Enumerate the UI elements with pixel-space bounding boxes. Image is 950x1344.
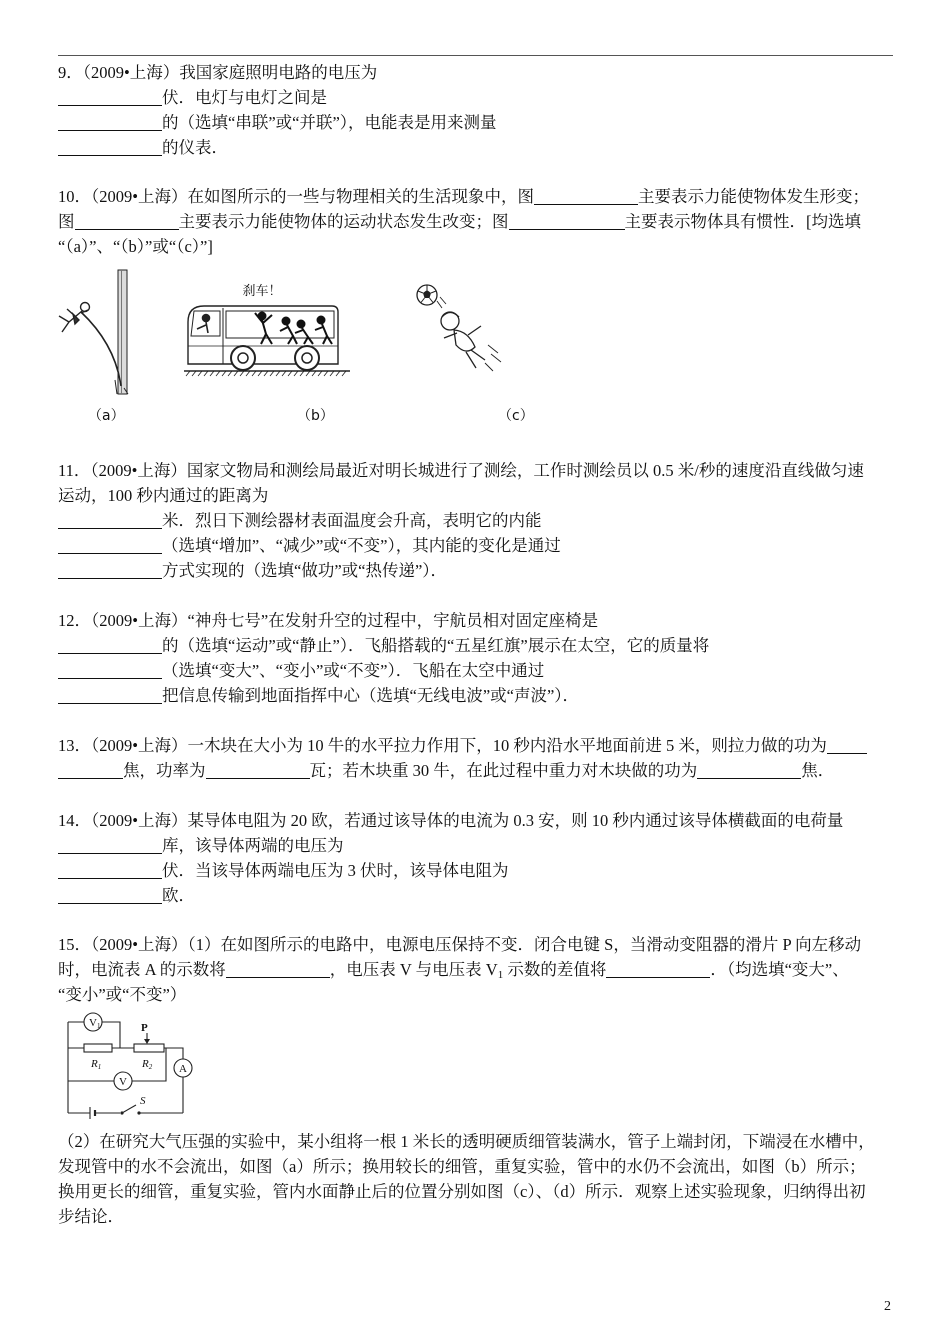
- answer-blank: [606, 965, 710, 978]
- q15-text: ．（均选填“变大”、: [710, 960, 849, 979]
- q9-line-4: [58, 138, 228, 158]
- impact-lines: [437, 297, 446, 308]
- q14-line-1: [58, 811, 843, 831]
- q15-part2-line-4: [58, 1207, 124, 1227]
- q12-text: （选填“变大”、“变小”或“不变”）．飞船在太空中通过: [162, 661, 545, 680]
- q15-part2-line-3: [58, 1182, 866, 1202]
- q14-text: 14．（2009•上海）某导体电阻为 20 欧，若通过该导体的电流为 0.3 安，则 10 秒内通过该导体横截面的电荷量: [58, 811, 844, 830]
- q13-text: 焦，功率为: [123, 761, 206, 780]
- q11-text: 运动，100 秒内通过的距离为: [58, 486, 269, 505]
- q13-text: 瓦；若木块重 30 牛，在此过程中重力对木块做的功为: [309, 761, 698, 780]
- slider-label: P: [141, 1022, 148, 1034]
- answer-blank: [509, 217, 625, 230]
- vaulter-legs: [59, 316, 69, 332]
- q10-line-1: [58, 187, 869, 207]
- q9-text: 的仪表．: [162, 138, 228, 157]
- answer-blank: [58, 143, 162, 156]
- q10-text: 图: [58, 212, 75, 231]
- q9-text: 的（选填“串联”或“并联”），电能表是用来测量: [162, 113, 497, 132]
- answer-blank: [534, 192, 638, 205]
- q12-line-1: [58, 611, 598, 631]
- q15-part2-line-2: [58, 1157, 866, 1177]
- q12-text: 把信息传输到地面指挥中心（选填“无线电波”或“声波”）．: [162, 686, 580, 705]
- resistor-r1: [84, 1044, 112, 1052]
- q15-part2-line-1: [58, 1132, 875, 1152]
- q15-line-3: [58, 985, 186, 1005]
- figure-label-a: （a）: [88, 408, 125, 424]
- answer-blank: [827, 741, 867, 754]
- figure-label-c: （c）: [498, 408, 534, 424]
- answer-blank: [58, 516, 162, 529]
- figure-a-bent-pole: [55, 262, 145, 400]
- answer-blank: [75, 217, 179, 230]
- q15-part2-text: 换用更长的细管，重复实验，管内水面静止后的位置分别如图（c）、（d）所示．观察上述实验现象，归纳得出初: [58, 1182, 866, 1201]
- q15-text: “变小”或“不变”）: [58, 985, 187, 1004]
- q9-line-2: [58, 88, 327, 108]
- bus-caption: 刹车！: [242, 283, 282, 298]
- header-rule: [58, 55, 893, 56]
- resistor-r2-label: R2: [142, 1058, 153, 1071]
- q11-text: 11．（2009•上海）国家文物局和测绘局最近对明长城进行了测绘，工作时测绘员以 0.5 米/秒的速度沿直线做匀速: [58, 461, 864, 480]
- circuit-diagram: [62, 1012, 197, 1124]
- q9-line-1: [58, 63, 377, 83]
- q10-text: “（a）”、“（b）”或“（c）”]: [58, 237, 213, 256]
- q11-line-1: [58, 461, 864, 481]
- q9-text: 9．（2009•上海）我国家庭照明电路的电压为: [58, 63, 378, 82]
- answer-blank: [58, 866, 162, 879]
- q13-text: 13．（2009•上海）一木块在大小为 10 牛的水平拉力作用下，10 秒内沿水平地面前进 5 米，则拉力做的功为: [58, 736, 827, 755]
- q14-text: 伏．当该导体两端电压为 3 伏时，该导体电阻为: [162, 861, 509, 880]
- q11-text: 方式实现的（选填“做功”或“热传递”）．: [162, 561, 448, 580]
- q9-text: 伏．电灯与电灯之间是: [162, 88, 327, 107]
- answer-blank: [58, 841, 162, 854]
- answer-blank: [58, 641, 162, 654]
- figure-b-bus-braking: [182, 280, 354, 380]
- switch-label: S: [140, 1095, 146, 1107]
- answer-blank: [206, 766, 310, 779]
- q9-line-3: [58, 113, 497, 133]
- answer-blank: [58, 691, 162, 704]
- bent-pole: [81, 312, 121, 386]
- voltmeter-v1-label: V1: [89, 1017, 101, 1030]
- q15-text: 15．（2009•上海）（1）在如图所示的电路中，电源电压保持不变．闭合电键 S，当滑动变阻器的滑片 P 向左移动: [58, 935, 862, 954]
- answer-blank: [58, 766, 123, 779]
- ammeter-label: A: [179, 1063, 187, 1075]
- answer-blank: [58, 666, 162, 679]
- front-wheel-hub: [238, 353, 248, 363]
- q15-line-1: [58, 935, 861, 955]
- q12-text: 的（选填“运动”或“静止”）．飞船搭载的“五星红旗”展示在太空，它的质量将: [162, 636, 710, 655]
- answer-blank: [58, 118, 162, 131]
- answer-blank: [58, 541, 162, 554]
- circuit-wires: [68, 1022, 183, 1113]
- q10-text: 10．（2009•上海）在如图所示的一些与物理相关的生活现象中，图: [58, 187, 535, 206]
- q14-line-4: [58, 886, 195, 906]
- q12-line-2: [58, 636, 709, 656]
- rear-wheel-hub: [302, 353, 312, 363]
- subscript: 1: [497, 969, 504, 981]
- ground-hatching: [186, 371, 346, 376]
- q14-text: 库，该导体两端的电压为: [162, 836, 344, 855]
- q14-text: 欧．: [162, 886, 195, 905]
- slider-arrowhead: [144, 1039, 150, 1044]
- q14-line-2: [58, 836, 344, 856]
- q10-line-2: [58, 212, 861, 232]
- q11-line-3: [58, 511, 542, 531]
- q13-text: 焦．: [801, 761, 835, 780]
- q15-part2-text: 发现管中的水不会流出，如图（a）所示；换用较长的细管，重复实验，管中的水仍不会流出，如图（b）所示；: [58, 1157, 866, 1176]
- q15-part2-text: 步结论．: [58, 1207, 124, 1226]
- q10-text: 主要表示力能使物体的运动状态发生改变；图: [178, 212, 509, 231]
- q11-line-5: [58, 561, 447, 581]
- q11-line-2: [58, 486, 268, 506]
- figure-label-b: （b）: [297, 408, 334, 424]
- page-number: 2: [884, 1299, 891, 1314]
- voltmeter-v-label: V: [119, 1076, 127, 1088]
- q13-line-1: [58, 736, 867, 756]
- figure-c-heading-ball: [410, 275, 505, 375]
- answer-blank: [226, 965, 330, 978]
- answer-blank: [697, 766, 801, 779]
- q10-text: 主要表示力能使物体发生形变；: [638, 187, 870, 206]
- answer-blank: [58, 891, 162, 904]
- q12-text: 12．（2009•上海）“神舟七号”在发射升空的过程中，宇航员相对固定座椅是: [58, 611, 599, 630]
- q15-part2-text: （2）在研究大气压强的实验中，某小组将一根 1 米长的透明硬质细管装满水，管子上端封闭，下端浸在水槽中，: [58, 1132, 875, 1151]
- answer-blank: [58, 566, 162, 579]
- q11-text: 米．烈日下测绘器材表面温度会升高，表明它的内能: [162, 511, 542, 530]
- vaulter-head: [81, 303, 90, 312]
- vaulter-figure: [59, 303, 90, 333]
- answer-blank: [58, 93, 162, 106]
- q15-text: 示数的差值将: [503, 960, 607, 979]
- q13-line-2: [58, 761, 834, 781]
- q12-line-3: [58, 661, 544, 681]
- q15-text: 时，电流表 A 的示数将: [58, 960, 226, 979]
- q15-line-2: [58, 960, 849, 980]
- child-figure: [441, 312, 485, 368]
- resistor-r1-label: R1: [91, 1058, 102, 1071]
- soccer-ball: [417, 285, 437, 305]
- q15-text: ，电压表 V 与电压表 V: [329, 960, 498, 979]
- motion-lines: [485, 345, 501, 371]
- q11-text: （选填“增加”、“减少”或“不变”），其内能的变化是通过: [162, 536, 561, 555]
- q11-line-4: [58, 536, 561, 556]
- q12-line-4: [58, 686, 579, 706]
- q10-text: 主要表示物体具有惯性．[均选填: [624, 212, 861, 231]
- q10-line-3: [58, 237, 213, 257]
- resistor-r2: [134, 1044, 164, 1052]
- switch-lever: [122, 1105, 136, 1113]
- q14-line-3: [58, 861, 509, 881]
- switch-contact: [137, 1111, 140, 1114]
